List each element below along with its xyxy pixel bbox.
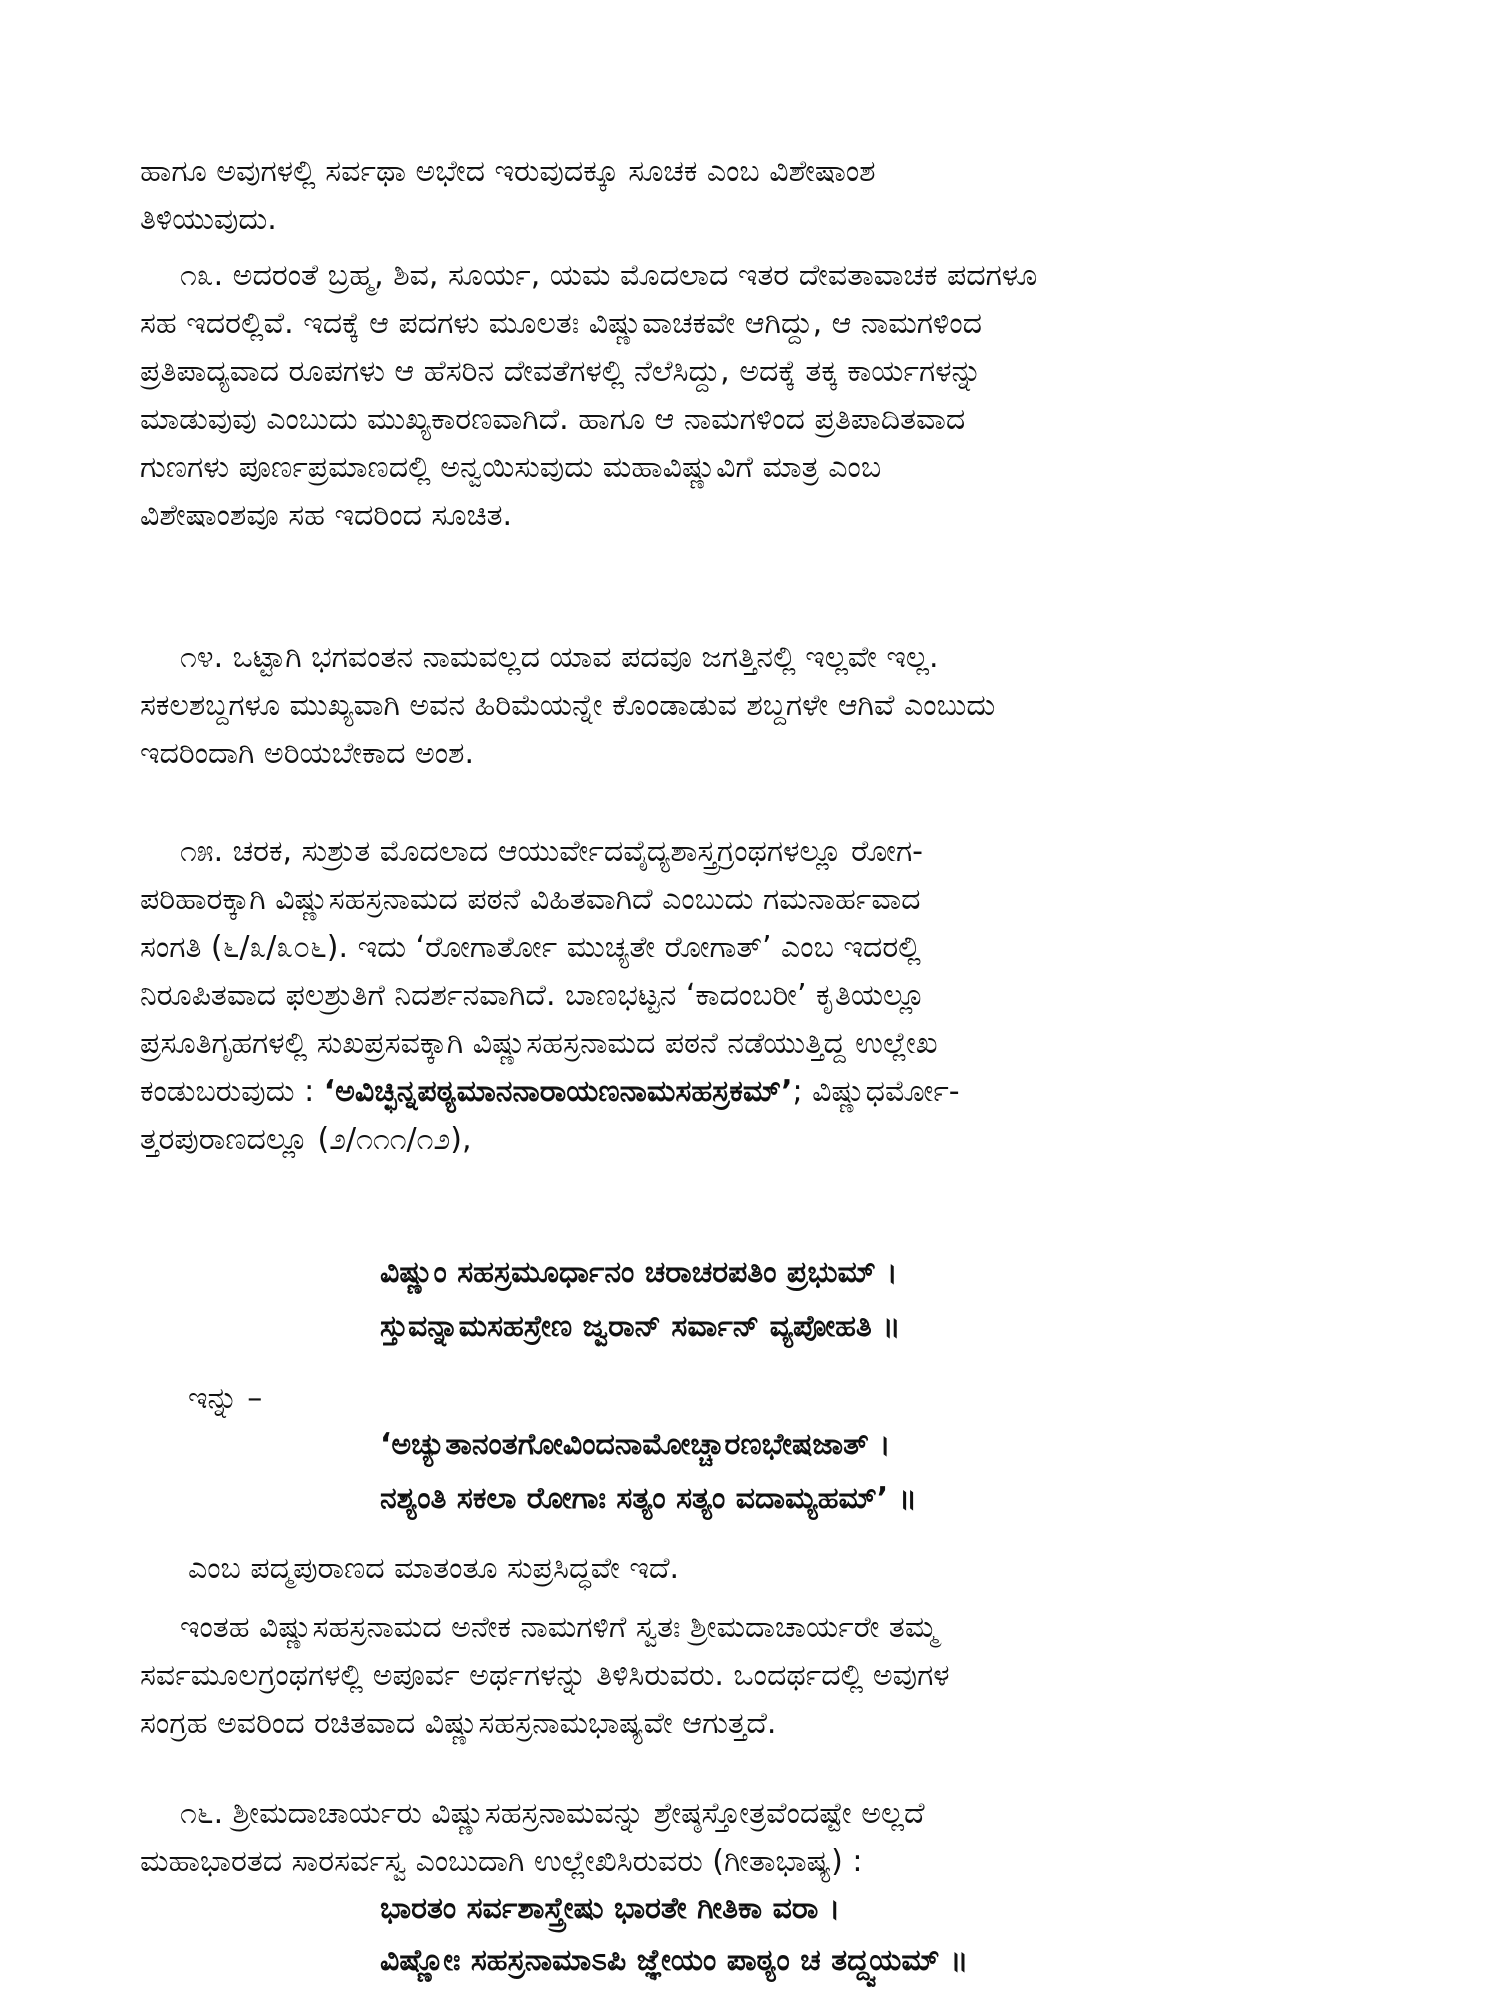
paragraph-15 [140,828,1380,1164]
text-fragment: ; ವಿಷ್ಣುಧರ್ಮೋ- [792,1074,960,1109]
quoted-title: ‘ಅವಿಚ್ಛಿನ್ನಪಠ್ಯಮಾನನಾರಾಯಣನಾಮಸಹಸ್ರಕಮ್’ [323,1074,793,1109]
text-line: ಸಂಗತಿ (೬/೩/೩೦೬). ಇದು ‘ರೋಗಾರ್ತೋ ಮುಚ್ಯತೇ ರೋಗಾತ್’ ಎಂಬ ಇದರಲ್ಲಿ [140,930,921,965]
verse-line: ಭಾರತಂ ಸರ್ವಶಾಸ್ತ್ರೇಷು ಭಾರತೇ ಗೀತಿಕಾ ವರಾ । [380,1891,841,1926]
text-line: ೧೪. ಒಟ್ಟಾಗಿ ಭಗವಂತನ ನಾಮವಲ್ಲದ ಯಾವ ಪದವೂ ಜಗತ್ತಿನಲ್ಲಿ ಇಲ್ಲವೇ ಇಲ್ಲ. [180,640,939,675]
paragraph-17 [140,1790,1380,1886]
verse-line: ‘ಅಚ್ಯುತಾನಂತಗೋವಿಂದನಾಮೋಚ್ಚಾರಣಭೇಷಜಾತ್ । [380,1427,891,1462]
text-line: ಮಾಡುವುವು ಎಂಬುದು ಮುಖ್ಯಕಾರಣವಾಗಿದೆ. ಹಾಗೂ ಆ ನಾಮಗಳಿಂದ ಪ್ರತಿಪಾದಿತವಾದ [140,402,966,437]
text-line: ಪ್ರತಿಪಾದ್ಯವಾದ ರೂಪಗಳು ಆ ಹೆಸರಿನ ದೇವತೆಗಳಲ್ಲಿ ನೆಲೆಸಿದ್ದು, ಅದಕ್ಕೆ ತಕ್ಕ ಕಾರ್ಯಗಳನ್ನು [140,354,982,389]
text-line: ಇನ್ನು – [188,1381,263,1416]
text-line: ತ್ತರಪುರಾಣದಲ್ಲೂ (೨/೧೧೧/೧೨), [140,1122,472,1157]
paragraph-13 [140,252,1380,540]
text-line: ನಿರೂಪಿತವಾದ ಫಲಶ್ರುತಿಗೆ ನಿದರ್ಶನವಾಗಿದೆ. ಬಾಣಭಟ್ಟನ ‘ಕಾದಂಬರೀ’ ಕೃತಿಯಲ್ಲೂ [140,978,926,1013]
text-line: ಇದರಿಂದಾಗಿ ಅರಿಯಬೇಕಾದ ಅಂಶ. [140,736,475,771]
text-line: ೧೬. ಶ್ರೀಮದಾಚಾರ್ಯರು ವಿಷ್ಣುಸಹಸ್ರನಾಮವನ್ನು ಶ್ರೇಷ್ಠಸ್ತೋತ್ರವೆಂದಷ್ಟೇ ಅಲ್ಲದೆ [180,1796,925,1831]
text-fragment: ಕಂಡುಬರುವುದು : [140,1074,324,1109]
verse-line: ಸ್ತುವನ್ನಾಮಸಹಸ್ರೇಣ ಜ್ವರಾನ್ ಸರ್ವಾನ್ ವ್ಯಪೋಹತಿ ॥ [380,1309,901,1344]
verse-line: ವಿಷ್ಣುಂ ಸಹಸ್ರಮೂರ್ಧಾನಂ ಚರಾಚರಪತಿಂ ಪ್ರಭುಮ್ । [380,1255,898,1290]
text-line: ತಿಳಿಯುವುದು. [140,202,277,237]
text-line: ಪರಿಹಾರಕ್ಕಾಗಿ ವಿಷ್ಣುಸಹಸ್ರನಾಮದ ಪಠನೆ ವಿಹಿತವಾಗಿದೆ ಎಂಬುದು ಗಮನಾರ್ಹವಾದ [140,882,921,917]
text-line: ಗುಣಗಳು ಪೂರ್ಣಪ್ರಮಾಣದಲ್ಲಿ ಅನ್ವಯಿಸುವುದು ಮಹಾವಿಷ್ಣುವಿಗೆ ಮಾತ್ರ ಎಂಬ [140,450,882,485]
text-line: ಸಂಗ್ರಹ ಅವರಿಂದ ರಚಿತವಾದ ವಿಷ್ಣುಸಹಸ್ರನಾಮಭಾಷ್ಯವೇ ಆಗುತ್ತದೆ. [140,1706,777,1741]
text-line: ಸಹ ಇದರಲ್ಲಿವೆ. ಇದಕ್ಕೆ ಆ ಪದಗಳು ಮೂಲತಃ ವಿಷ್ಣುವಾಚಕವೇ ಆಗಿದ್ದು, ಆ ನಾಮಗಳಿಂದ [140,306,983,341]
paragraph-16 [140,1604,1380,1748]
text-line: ವಿಶೇಷಾಂಶವೂ ಸಹ ಇದರಿಂದ ಸೂಚಿತ. [140,498,513,533]
text-line: ಸಕಲಶಬ್ದಗಳೂ ಮುಖ್ಯವಾಗಿ ಅವನ ಹಿರಿಮೆಯನ್ನೇ ಕೊಂಡಾಡುವ ಶಬ್ದಗಳೇ ಆಗಿವೆ ಎಂಬುದು [140,688,996,723]
text-line: ಎಂಬ ಪದ್ಮಪುರಾಣದ ಮಾತಂತೂ ಸುಪ್ರಸಿದ್ಧವೇ ಇದೆ. [188,1551,680,1586]
text-line: ಸರ್ವಮೂಲಗ್ರಂಥಗಳಲ್ಲಿ ಅಪೂರ್ವ ಅರ್ಥಗಳನ್ನು ತಿಳಿಸಿರುವರು. ಒಂದರ್ಥದಲ್ಲಿ ಅವುಗಳ [140,1658,950,1693]
text-line: ಇಂತಹ ವಿಷ್ಣುಸಹಸ್ರನಾಮದ ಅನೇಕ ನಾಮಗಳಿಗೆ ಸ್ವತಃ ಶ್ರೀಮದಾಚಾರ್ಯರೇ ತಮ್ಮ [180,1610,938,1645]
text-line: ೧೫. ಚರಕ, ಸುಶ್ರುತ ಮೊದಲಾದ ಆಯುರ್ವೇದವೈದ್ಯಶಾಸ್ತ್ರಗ್ರಂಥಗಳಲ್ಲೂ ರೋಗ- [180,834,924,869]
text-line: ಮಹಾಭಾರತದ ಸಾರಸರ್ವಸ್ವ ಎಂಬುದಾಗಿ ಉಲ್ಲೇಖಿಸಿರುವರು (ಗೀತಾಭಾಷ್ಯ) : [140,1844,863,1879]
paragraph-14 [140,634,1380,778]
paragraph-continuation [140,148,1380,244]
text-line: ಹಾಗೂ ಅವುಗಳಲ್ಲಿ ಸರ್ವಥಾ ಅಭೇದ ಇರುವುದಕ್ಕೂ ಸೂಚಕ ಎಂಬ ವಿಶೇಷಾಂಶ [140,154,876,189]
text-line: ೧೩. ಅದರಂತೆ ಬ್ರಹ್ಮ, ಶಿವ, ಸೂರ್ಯ, ಯಮ ಮೊದಲಾದ ಇತರ ದೇವತಾವಾಚಕ ಪದಗಳೂ [180,258,1038,293]
text-line [140,1068,1380,1116]
text-line: ಪ್ರಸೂತಿಗೃಹಗಳಲ್ಲಿ ಸುಖಪ್ರಸವಕ್ಕಾಗಿ ವಿಷ್ಣುಸಹಸ್ರನಾಮದ ಪಠನೆ ನಡೆಯುತ್ತಿದ್ದ ಉಲ್ಲೇಖ [140,1026,938,1061]
verse-line: ವಿಷ್ಣೋಃ ಸಹಸ್ರನಾಮಾಽಪಿ ಜ್ಞೇಯಂ ಪಾಠ್ಯಂ ಚ ತದ್ದ್ವಯಮ್ ॥ [380,1943,969,1978]
verse-line: ನಶ್ಯಂತಿ ಸಕಲಾ ರೋಗಾಃ ಸತ್ಯಂ ಸತ್ಯಂ ವದಾಮ್ಯಹಮ್’ ॥ [380,1481,917,1516]
